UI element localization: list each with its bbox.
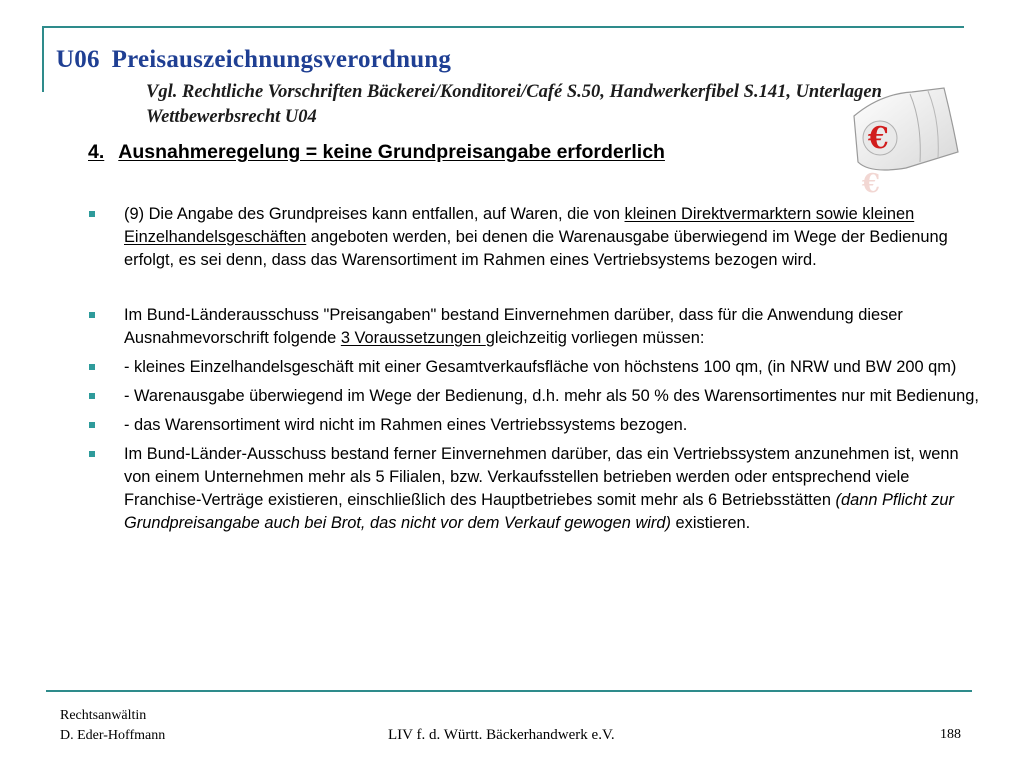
- bullet-item: [86, 304, 986, 350]
- italic-text: (dann Pflicht zur Grundpreisangabe auch bei Brot, das nicht vor dem Verkauf gewogen wird): [124, 491, 954, 532]
- bullet-text: - Warenausgabe überwiegend im Wege der Bedienung, d.h. mehr als 50 % des Warensortimentes nur mit Bedienung,: [124, 387, 979, 405]
- bullet-list: [86, 203, 986, 535]
- bullet-item: [86, 443, 986, 535]
- bullet-item: [86, 203, 986, 272]
- bullet-text: Im Bund-Länderausschuss "Preisangaben" bestand Einvernehmen darüber, dass für die Anwendung dieser Ausnahmevorschrift folgende: [124, 306, 903, 347]
- bullet-square-icon: [89, 211, 95, 217]
- bullet-square-icon: [89, 422, 95, 428]
- bullet-text: angeboten werden, bei denen die Warenausgabe überwiegend im Wege der Bedienung erfolgt, es sei denn, dass das Warensortiment im Rahmen eines Vertriebsystems bezogen wird.: [124, 228, 948, 269]
- bullet-item: [86, 356, 986, 379]
- bullet-square-icon: [89, 364, 95, 370]
- title-code: U06: [56, 46, 100, 73]
- slide-subtitle: Vgl. Rechtliche Vorschriften Bäckerei/Konditorei/Café S.50, Handwerkerfibel S.141, Unterlagen Wettbewerbsrecht U04: [146, 82, 882, 127]
- underlined-text: 3 Voraussetzungen: [340, 329, 486, 347]
- footer-author: [60, 706, 165, 746]
- bullet-text: - das Warensortiment wird nicht im Rahmen eines Vertriebssystems bezogen.: [124, 416, 688, 434]
- bullet-item: [86, 385, 986, 408]
- euro-banknote-icon: [840, 86, 966, 196]
- bullet-square-icon: [89, 451, 95, 457]
- underlined-text: kleinen Direktvermarktern sowie kleinen Einzelhandelsgeschäften: [124, 205, 915, 246]
- frame-vertical-line: [42, 26, 44, 92]
- author-title: Rechtsanwältin: [60, 708, 147, 723]
- slide-title: [56, 46, 451, 74]
- author-name: D. Eder-Hoffmann: [60, 728, 166, 743]
- bullet-text: Im Bund-Länder-Ausschuss bestand ferner Einvernehmen darüber, das ein Vertriebssystem anzunehmen ist, wenn von einem Unternehmen mehr als 5 Filialen, bzw. Verkaufsstellen betrieben werden oder entsprechend viele Franchise-Verträge existieren, einschließlich des Hauptbetriebes somit mehr als 6 Betriebsstätten: [124, 445, 959, 509]
- section-heading: [88, 141, 665, 164]
- footer-organization: LIV f. d. Württ. Bäckerhandwerk e.V.: [388, 727, 615, 743]
- bullet-square-icon: [89, 393, 95, 399]
- footer-divider: [46, 690, 972, 692]
- bullet-text: existieren.: [670, 514, 751, 532]
- bullet-square-icon: [89, 312, 95, 318]
- page-number: 188: [940, 727, 961, 742]
- section-heading-text: Ausnahmeregelung = keine Grundpreisangabe erforderlich: [118, 141, 665, 163]
- bullet-text: gleichzeitig vorliegen müssen:: [485, 329, 705, 347]
- bullet-text: (9) Die Angabe des Grundpreises kann entfallen, auf Waren, die von: [124, 205, 625, 223]
- section-number: 4.: [88, 141, 105, 163]
- bullet-item: [86, 414, 986, 437]
- svg-text:€: €: [862, 169, 881, 196]
- title-text: Preisauszeichnungsverordnung: [111, 46, 452, 73]
- bullet-text: - kleines Einzelhandelsgeschäft mit einer Gesamtverkaufsfläche von höchstens 100 qm, (in NRW und BW 200 qm): [124, 358, 957, 376]
- frame-horizontal-line: [42, 26, 964, 28]
- svg-text:€: €: [868, 121, 889, 156]
